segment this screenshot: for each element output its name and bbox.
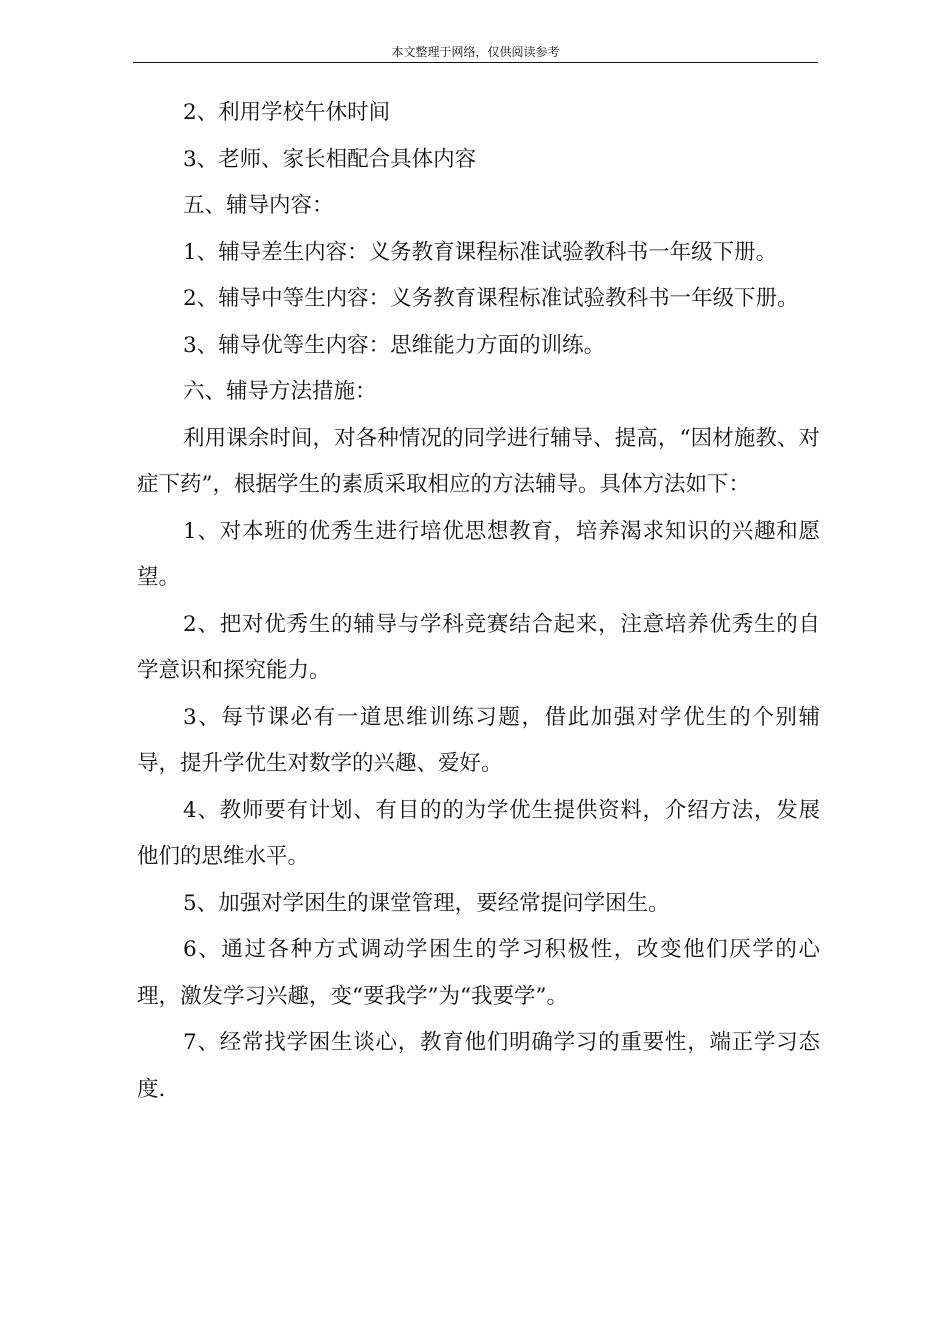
page-header — [133, 44, 818, 63]
paragraph: 1、对本班的优秀生进行培优思想教育，培养渴求知识的兴趣和愿望。 — [137, 518, 820, 590]
section-heading: 五、辅导内容： — [183, 193, 334, 218]
paragraph: 5、加强对学困生的课堂管理，要经常提问学困生。 — [183, 890, 670, 916]
paragraph: 1、辅导差生内容：义务教育课程标准试验教科书一年级下册。 — [183, 239, 778, 265]
paragraph: 利用课余时间，对各种情况的同学进行辅导、提高，“因材施教、对症下药”，根据学生的素质采取相应的方法辅导。具体方法如下： — [137, 425, 820, 497]
paragraph: 3、每节课必有一道思维训练习题，借此加强对学优生的个别辅导，提升学优生对数学的兴趣、爱好。 — [137, 704, 820, 776]
paragraph: 4、教师要有计划、有目的的为学优生提供资料，介绍方法，发展他们的思维水平。 — [137, 797, 820, 869]
paragraph: 2、辅导中等生内容：义务教育课程标准试验教科书一年级下册。 — [183, 286, 799, 311]
paragraph: 3、老师、家长相配合具体内容 — [183, 146, 477, 172]
document-body — [137, 90, 820, 1113]
paragraph: 6、通过各种方式调动学困生的学习积极性，改变他们厌学的心理，激发学习兴趣，变“要我学”为“我要学”。 — [137, 937, 820, 1009]
paragraph: 2、把对优秀生的辅导与学科竞赛结合起来，注意培养优秀生的自学意识和探究能力。 — [137, 611, 820, 683]
header-text: 本文整理于网络，仅供阅读参考 — [391, 45, 560, 59]
section-heading: 六、辅导方法措施： — [183, 379, 377, 404]
paragraph: 2、利用学校午休时间 — [183, 100, 391, 125]
paragraph: 3、辅导优等生内容：思维能力方面的训练。 — [183, 332, 606, 358]
paragraph: 7、经常找学困生谈心，教育他们明确学习的重要性，端正学习态度. — [137, 1030, 820, 1102]
